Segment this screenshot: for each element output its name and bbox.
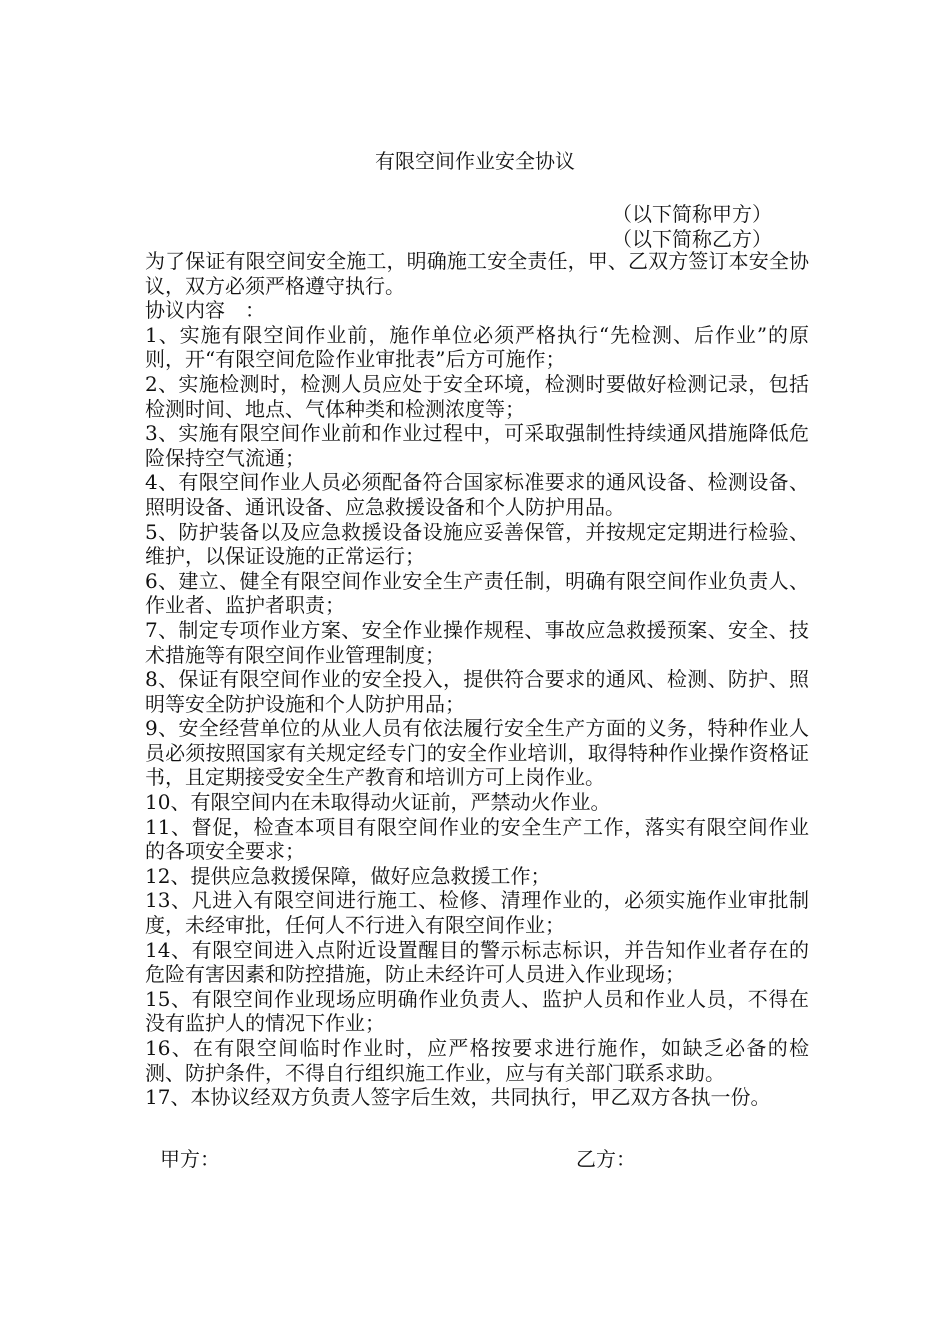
clause-2: 2、实施检测时，检测人员应处于安全环境，检测时要做好检测记录，包括检测时间、地点、气体种类和检测浓度等； xyxy=(145,371,809,421)
clause-1: 1、实施有限空间作业前，施作单位必须严格执行“先检测、后作业”的原则，开“有限空间危险作业审批表”后方可施作； xyxy=(145,322,809,372)
document-title: 有限空间作业安全协议 xyxy=(375,149,575,173)
clause-6: 6、建立、健全有限空间作业安全生产责任制，明确有限空间作业负责人、作业者、监护者职责； xyxy=(145,568,809,618)
clause-14: 14、有限空间进入点附近设置醒目的警示标志标识，并告知作业者存在的危险有害因素和防控措施，防止未经许可人员进入作业现场； xyxy=(145,937,809,987)
clause-15: 15、有限空间作业现场应明确作业负责人、监护人员和作业人员，不得在没有监护人的情况下作业； xyxy=(145,986,809,1036)
clause-16: 16、在有限空间临时作业时，应严格按要求进行施作，如缺乏必备的检测、防护条件，不得自行组织施工作业，应与有关部门联系求助。 xyxy=(145,1036,809,1085)
agreement-body xyxy=(145,249,809,1110)
clause-17: 17、本协议经双方负责人签字后生效，共同执行，甲乙双方各执一份。 xyxy=(145,1085,771,1110)
clause-13: 13、凡进入有限空间进行施工、检修、清理作业的，必须实施作业审批制度，未经审批，任何人不行进入有限空间作业； xyxy=(145,888,809,938)
clause-9: 9、安全经营单位的从业人员有依法履行安全生产方面的义务，特种作业人员必须按照国家有关规定经专门的安全作业培训，取得特种作业操作资格证书，且定期接受安全生产教育和培训方可上岗作业。 xyxy=(145,716,809,790)
clause-5: 5、防护装备以及应急救援设备设施应妥善保管，并按规定定期进行检验、维护，以保证设施的正常运行； xyxy=(145,519,809,569)
party-b-note: （以下简称乙方） xyxy=(612,227,772,251)
clause-4: 4、有限空间作业人员必须配备符合国家标准要求的通风设备、检测设备、照明设备、通讯设备、应急救援设备和个人防护用品。 xyxy=(145,470,809,519)
clause-11: 11、督促，检查本项目有限空间作业的安全生产工作，落实有限空间作业的各项安全要求； xyxy=(145,814,809,864)
clause-3: 3、实施有限空间作业前和作业过程中，可采取强制性持续通风措施降低危险保持空气流通； xyxy=(145,421,809,470)
signature-party-b: 乙方： xyxy=(576,1147,636,1171)
clause-8: 8、保证有限空间作业的安全投入，提供符合要求的通风、检测、防护、照明等安全防护设施和个人防护用品； xyxy=(145,667,809,716)
signature-party-a: 甲方： xyxy=(160,1147,220,1171)
party-a-note: （以下简称甲方） xyxy=(612,202,772,226)
content-heading: 协议内容 ： xyxy=(145,298,265,323)
clause-10: 10、有限空间内在未取得动火证前，严禁动火作业。 xyxy=(145,790,611,815)
clause-12: 12、提供应急救援保障，做好应急救援工作； xyxy=(145,863,551,888)
preamble: 为了保证有限空间安全施工，明确施工安全责任，甲、乙双方签订本安全协议，双方必须严格遵守执行。 xyxy=(145,249,809,298)
clause-7: 7、制定专项作业方案、安全作业操作规程、事故应急救援预案、安全、技术措施等有限空间作业管理制度； xyxy=(145,617,809,667)
